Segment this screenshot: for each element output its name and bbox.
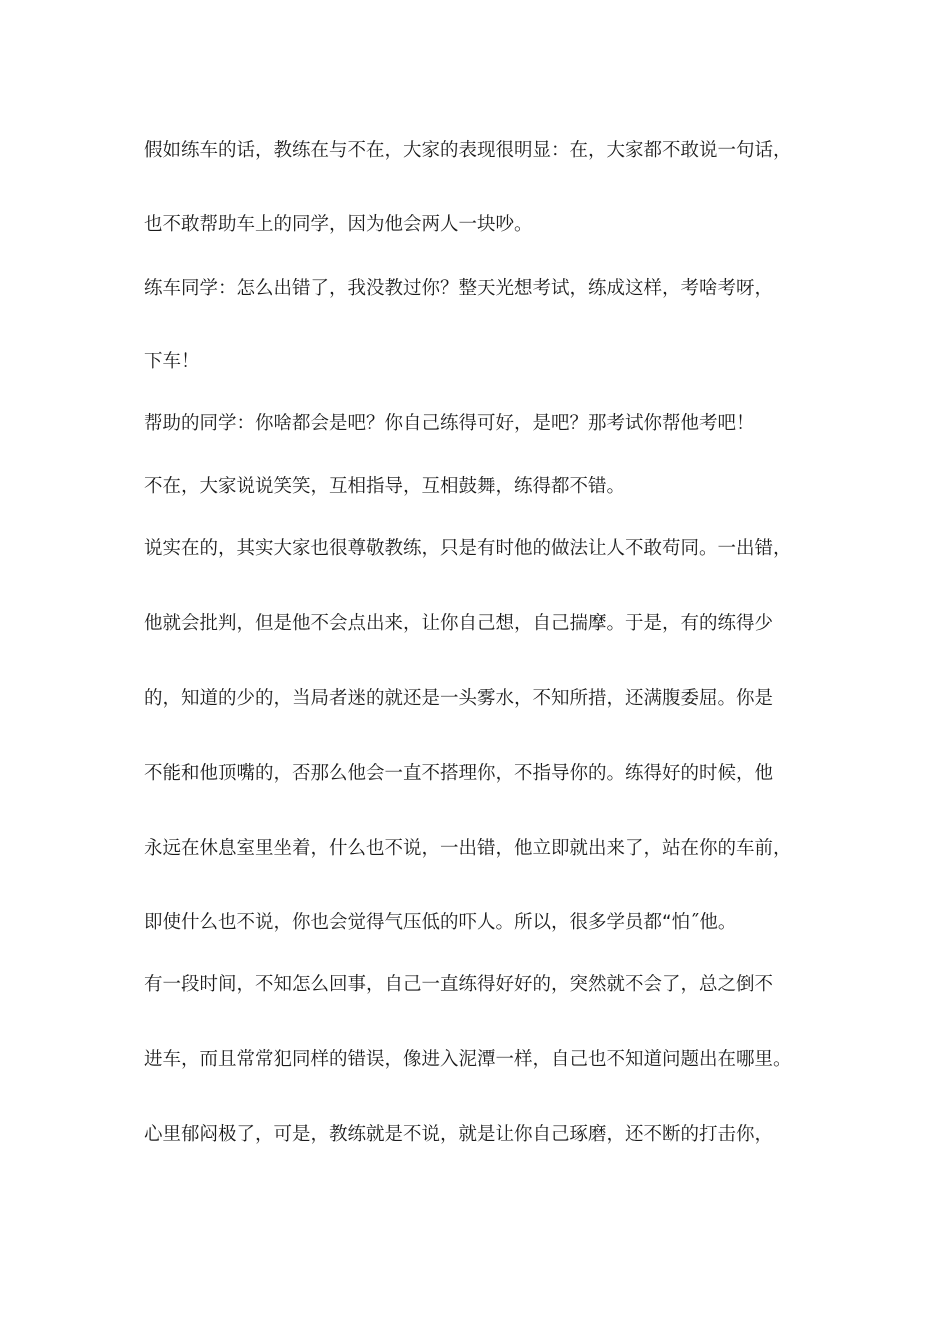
text-line-8: 他就会批判，但是他不会点出来，让你自己想，自己揣摩。于是，有的练得少 [144, 613, 774, 634]
text-line-6: 不在，大家说说笑笑，互相指导，互相鼓舞，练得都不错。 [144, 476, 626, 497]
text-line-15: 心里郁闷极了，可是，教练就是不说，就是让你自己琢磨，还不断的打击你， [144, 1124, 774, 1145]
text-line-14: 进车，而且常常犯同样的错误，像进入泥潭一样，自己也不知道问题出在哪里。 [144, 1049, 792, 1070]
text-line-7: 说实在的，其实大家也很尊敬教练，只是有时他的做法让人不敢苟同。一出错， [144, 538, 792, 559]
text-line-13: 有一段时间，不知怎么回事，自己一直练得好好的，突然就不会了，总之倒不 [144, 974, 774, 995]
text-line-9: 的，知道的少的，当局者迷的就还是一头雾水，不知所措，还满腹委屈。你是 [144, 688, 774, 709]
text-line-12: 即使什么也不说，你也会觉得气压低的吓人。所以，很多学员都“怕˝他。 [144, 912, 737, 933]
text-line-2: 也不敢帮助车上的同学，因为他会两人一块吵。 [144, 214, 533, 235]
text-line-4: 下车！ [144, 351, 200, 372]
text-line-1: 假如练车的话，教练在与不在，大家的表现很明显：在，大家都不敢说一句话， [144, 140, 792, 161]
text-line-5: 帮助的同学：你啥都会是吧？你自己练得可好，是吧？那考试你帮他考吧！ [144, 413, 755, 434]
text-line-3: 练车同学：怎么出错了，我没教过你？整天光想考试，练成这样，考啥考呀， [144, 278, 774, 299]
text-line-10: 不能和他顶嘴的，否那么他会一直不搭理你，不指导你的。练得好的时候，他 [144, 763, 774, 784]
text-line-11: 永远在休息室里坐着，什么也不说，一出错，他立即就出来了，站在你的车前， [144, 838, 792, 859]
